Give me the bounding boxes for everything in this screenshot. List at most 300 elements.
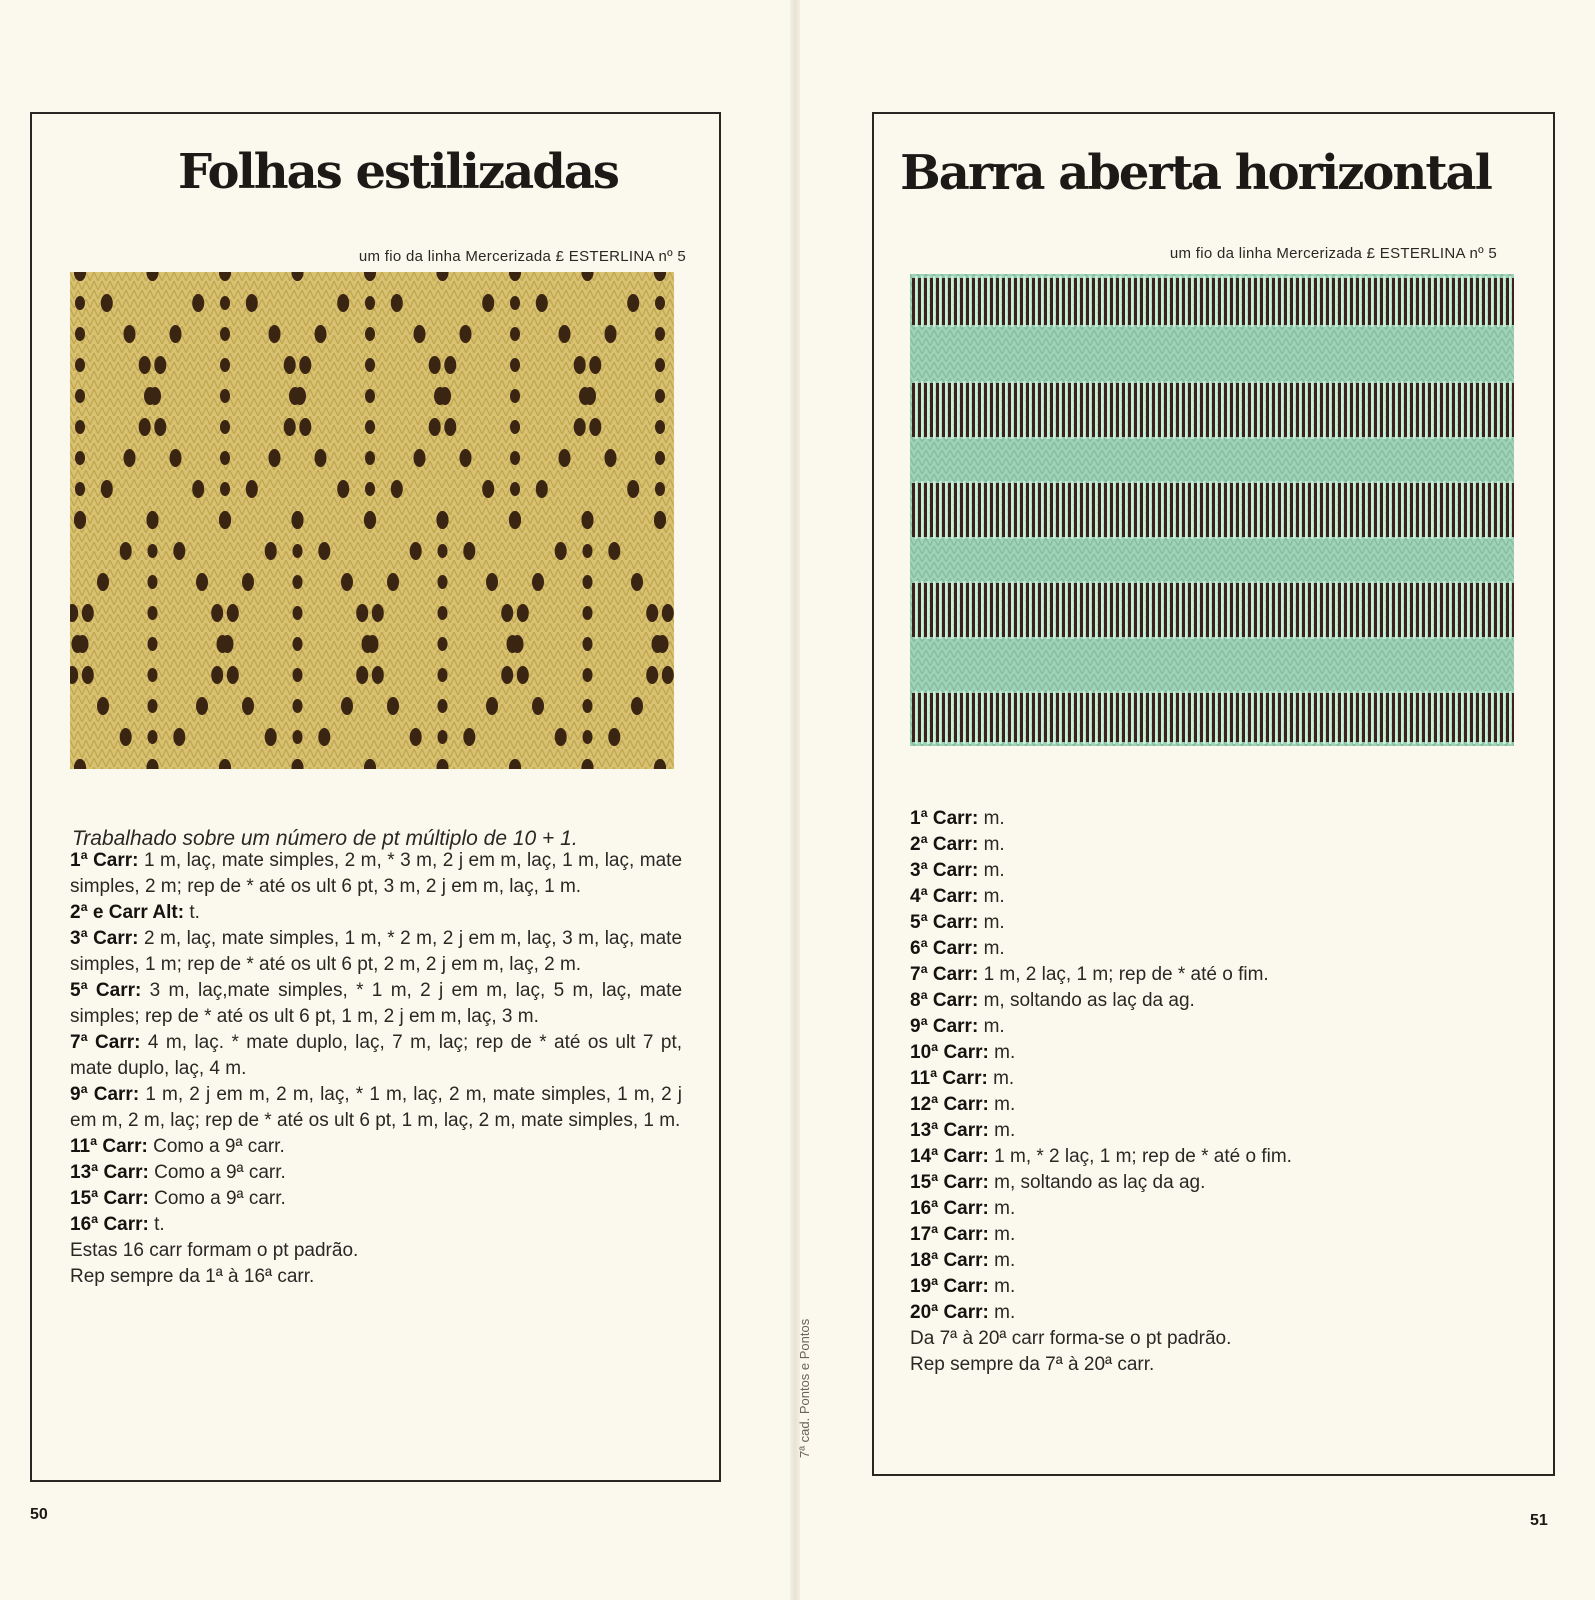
dropped-stitch-gap bbox=[1356, 383, 1359, 437]
pattern-note: Rep sempre da 1ª à 16ª carr. bbox=[70, 1266, 315, 1287]
dropped-stitch-gap bbox=[1104, 383, 1107, 437]
eyelet-hole bbox=[293, 668, 303, 682]
dropped-stitch-gap bbox=[1218, 278, 1221, 325]
dropped-stitch-gap bbox=[1272, 583, 1275, 637]
elongated-stitch bbox=[1317, 481, 1320, 539]
dropped-stitch-gap bbox=[1218, 583, 1221, 637]
dropped-stitch-gap bbox=[1170, 693, 1173, 742]
dropped-stitch-gap bbox=[1092, 583, 1095, 637]
dropped-stitch-gap bbox=[1350, 583, 1353, 637]
elongated-stitch bbox=[939, 481, 942, 539]
elongated-stitch bbox=[1347, 581, 1350, 639]
eyelet-hole bbox=[510, 482, 520, 496]
elongated-stitch bbox=[1311, 481, 1314, 539]
dropped-stitch-gap bbox=[1380, 383, 1383, 437]
dropped-stitch-gap bbox=[996, 583, 999, 637]
dropped-stitch-gap bbox=[1080, 383, 1083, 437]
elongated-stitch bbox=[921, 691, 924, 744]
dropped-stitch-gap bbox=[1194, 483, 1197, 537]
elongated-stitch bbox=[1131, 381, 1134, 439]
eyelet-hole bbox=[75, 420, 85, 434]
elongated-stitch bbox=[1107, 581, 1110, 639]
dropped-stitch-gap bbox=[1386, 278, 1389, 325]
row-label: 5ª Carr: bbox=[70, 980, 142, 1001]
elongated-stitch bbox=[1257, 481, 1260, 539]
dropped-stitch-gap bbox=[1320, 483, 1323, 537]
dropped-stitch-gap bbox=[1266, 278, 1269, 325]
dropped-stitch-gap bbox=[1020, 278, 1023, 325]
elongated-stitch bbox=[1227, 381, 1230, 439]
elongated-stitch bbox=[1215, 691, 1218, 744]
eyelet-hole bbox=[510, 327, 520, 341]
eyelet-hole bbox=[583, 637, 593, 651]
eyelet-hole bbox=[510, 389, 520, 403]
elongated-stitch bbox=[1431, 481, 1434, 539]
elongated-stitch bbox=[1185, 691, 1188, 744]
elongated-stitch bbox=[999, 481, 1002, 539]
row-text: m. bbox=[994, 1120, 1016, 1141]
eyelet-hole bbox=[220, 358, 230, 372]
instruction-row bbox=[910, 1248, 1490, 1274]
dropped-stitch-gap bbox=[1092, 278, 1095, 325]
eyelet-hole bbox=[75, 358, 85, 372]
eyelet-hole bbox=[414, 325, 426, 343]
instruction-row bbox=[910, 884, 1490, 910]
dropped-stitch-gap bbox=[1278, 693, 1281, 742]
dropped-stitch-gap bbox=[1326, 278, 1329, 325]
elongated-stitch bbox=[993, 581, 996, 639]
eyelet-hole bbox=[655, 389, 665, 403]
dropped-stitch-gap bbox=[1374, 278, 1377, 325]
elongated-stitch bbox=[975, 481, 978, 539]
dropped-stitch-gap bbox=[1134, 693, 1137, 742]
elongated-stitch bbox=[975, 276, 978, 327]
elongated-stitch bbox=[1245, 276, 1248, 327]
row-label: 7ª Carr: bbox=[70, 1032, 141, 1053]
elongated-stitch bbox=[1407, 276, 1410, 327]
elongated-stitch bbox=[1377, 381, 1380, 439]
elongated-stitch bbox=[1449, 381, 1452, 439]
elongated-stitch bbox=[1353, 381, 1356, 439]
elongated-stitch bbox=[1161, 276, 1164, 327]
pattern-note: Rep sempre da 7ª à 20ª carr. bbox=[910, 1354, 1155, 1375]
elongated-stitch bbox=[1497, 581, 1500, 639]
dropped-stitch-gap bbox=[1422, 278, 1425, 325]
eyelet-hole bbox=[438, 544, 448, 558]
dropped-stitch-gap bbox=[1512, 693, 1514, 742]
eyelet-hole bbox=[294, 387, 306, 405]
dropped-stitch-gap bbox=[996, 278, 999, 325]
elongated-stitch bbox=[1269, 581, 1272, 639]
elongated-stitch bbox=[1485, 481, 1488, 539]
dropped-stitch-gap bbox=[1326, 483, 1329, 537]
row-text: m. bbox=[993, 1068, 1015, 1089]
elongated-stitch bbox=[1491, 276, 1494, 327]
eyelet-hole bbox=[460, 449, 472, 467]
eyelet-hole bbox=[365, 451, 375, 465]
dropped-stitch-gap bbox=[1014, 583, 1017, 637]
elongated-stitch bbox=[1125, 481, 1128, 539]
dropped-stitch-gap bbox=[1278, 383, 1281, 437]
dropped-stitch-gap bbox=[1188, 278, 1191, 325]
elongated-stitch bbox=[1059, 581, 1062, 639]
elongated-stitch bbox=[1137, 381, 1140, 439]
eyelet-hole bbox=[655, 420, 665, 434]
elongated-stitch bbox=[1473, 381, 1476, 439]
elongated-stitch bbox=[1221, 381, 1224, 439]
row-text: m, soltando as laç da ag. bbox=[994, 1172, 1206, 1193]
dropped-stitch-gap bbox=[1290, 278, 1293, 325]
row-label: 1ª Carr: bbox=[910, 808, 979, 829]
elongated-stitch bbox=[1401, 481, 1404, 539]
elongated-stitch bbox=[1245, 481, 1248, 539]
dropped-stitch-gap bbox=[1296, 278, 1299, 325]
elongated-stitch bbox=[1041, 581, 1044, 639]
eyelet-hole bbox=[219, 511, 231, 529]
elongated-stitch bbox=[1149, 691, 1152, 744]
elongated-stitch bbox=[1197, 691, 1200, 744]
eyelet-hole bbox=[367, 635, 379, 653]
elongated-stitch bbox=[1107, 381, 1110, 439]
elongated-stitch bbox=[1083, 481, 1086, 539]
dropped-stitch-gap bbox=[1482, 583, 1485, 637]
dropped-stitch-gap bbox=[1032, 278, 1035, 325]
elongated-stitch bbox=[1221, 691, 1224, 744]
elongated-stitch bbox=[1035, 381, 1038, 439]
dropped-stitch-gap bbox=[978, 278, 981, 325]
eyelet-hole bbox=[627, 480, 639, 498]
eyelet-hole bbox=[655, 358, 665, 372]
elongated-stitch bbox=[915, 581, 918, 639]
dropped-stitch-gap bbox=[1470, 693, 1473, 742]
dropped-stitch-gap bbox=[1224, 693, 1227, 742]
dropped-stitch-gap bbox=[1146, 278, 1149, 325]
eyelet-hole bbox=[574, 418, 586, 436]
elongated-stitch bbox=[1479, 276, 1482, 327]
dropped-stitch-gap bbox=[1428, 693, 1431, 742]
elongated-stitch bbox=[993, 481, 996, 539]
dropped-stitch-gap bbox=[1146, 583, 1149, 637]
dropped-stitch-gap bbox=[1146, 693, 1149, 742]
eyelet-hole bbox=[438, 637, 448, 651]
elongated-stitch bbox=[1137, 691, 1140, 744]
dropped-stitch-gap bbox=[1260, 383, 1263, 437]
elongated-stitch bbox=[1437, 581, 1440, 639]
elongated-stitch bbox=[1125, 276, 1128, 327]
eyelet-hole bbox=[75, 327, 85, 341]
dropped-stitch-gap bbox=[1050, 693, 1053, 742]
dropped-stitch-gap bbox=[1038, 278, 1041, 325]
elongated-stitch bbox=[927, 276, 930, 327]
dropped-stitch-gap bbox=[1122, 693, 1125, 742]
eyelet-hole bbox=[318, 728, 330, 746]
dropped-stitch-gap bbox=[1434, 693, 1437, 742]
dropped-stitch-gap bbox=[1392, 278, 1395, 325]
elongated-stitch bbox=[1365, 481, 1368, 539]
dropped-stitch-gap bbox=[1104, 583, 1107, 637]
dropped-stitch-gap bbox=[1500, 583, 1503, 637]
dropped-stitch-gap bbox=[1332, 693, 1335, 742]
elongated-stitch bbox=[1431, 381, 1434, 439]
elongated-stitch bbox=[1179, 481, 1182, 539]
dropped-stitch-gap bbox=[1488, 693, 1491, 742]
dropped-stitch-gap bbox=[972, 483, 975, 537]
row-text: m. bbox=[983, 860, 1005, 881]
elongated-stitch bbox=[1071, 381, 1074, 439]
eyelet-hole bbox=[148, 668, 158, 682]
elongated-stitch bbox=[1293, 481, 1296, 539]
eyelet-hole bbox=[211, 666, 223, 684]
dropped-stitch-gap bbox=[1200, 693, 1203, 742]
dropped-stitch-gap bbox=[1212, 483, 1215, 537]
dropped-stitch-gap bbox=[984, 278, 987, 325]
elongated-stitch bbox=[1089, 381, 1092, 439]
instruction-row bbox=[910, 962, 1490, 988]
dropped-stitch-gap bbox=[1248, 483, 1251, 537]
eyelet-hole bbox=[437, 511, 449, 529]
dropped-stitch-gap bbox=[1086, 278, 1089, 325]
dropped-stitch-gap bbox=[1068, 583, 1071, 637]
dropped-stitch-gap bbox=[1032, 483, 1035, 537]
eyelet-hole bbox=[583, 606, 593, 620]
eyelet-hole bbox=[605, 325, 617, 343]
elongated-stitch bbox=[1245, 691, 1248, 744]
dropped-stitch-gap bbox=[1476, 278, 1479, 325]
eyelet-hole bbox=[173, 728, 185, 746]
elongated-stitch bbox=[1509, 581, 1512, 639]
dropped-stitch-gap bbox=[1308, 383, 1311, 437]
dropped-stitch-gap bbox=[1512, 483, 1514, 537]
dropped-stitch-gap bbox=[1260, 693, 1263, 742]
dropped-stitch-gap bbox=[1320, 693, 1323, 742]
elongated-stitch bbox=[1059, 481, 1062, 539]
eyelet-hole bbox=[365, 358, 375, 372]
elongated-stitch bbox=[1047, 581, 1050, 639]
dropped-stitch-gap bbox=[990, 383, 993, 437]
dropped-stitch-gap bbox=[1452, 693, 1455, 742]
elongated-stitch bbox=[1425, 691, 1428, 744]
elongated-stitch bbox=[1095, 481, 1098, 539]
eyelet-hole bbox=[269, 325, 281, 343]
elongated-stitch bbox=[999, 691, 1002, 744]
elongated-stitch bbox=[969, 276, 972, 327]
dropped-stitch-gap bbox=[1158, 483, 1161, 537]
elongated-stitch bbox=[1425, 581, 1428, 639]
eyelet-hole bbox=[220, 389, 230, 403]
elongated-stitch bbox=[1215, 581, 1218, 639]
elongated-stitch bbox=[993, 381, 996, 439]
instruction-row bbox=[910, 832, 1490, 858]
dropped-stitch-gap bbox=[1068, 383, 1071, 437]
dropped-stitch-gap bbox=[1194, 693, 1197, 742]
right-page-title: Barra aberta horizontal bbox=[900, 145, 1491, 201]
elongated-stitch bbox=[1083, 691, 1086, 744]
instruction-row bbox=[910, 1222, 1490, 1248]
dropped-stitch-gap bbox=[1158, 583, 1161, 637]
dropped-stitch-gap bbox=[1248, 583, 1251, 637]
eyelet-hole bbox=[438, 668, 448, 682]
elongated-stitch bbox=[1191, 581, 1194, 639]
row-label: 13ª Carr: bbox=[70, 1162, 149, 1183]
elongated-stitch bbox=[1035, 481, 1038, 539]
elongated-stitch bbox=[1329, 481, 1332, 539]
dropped-stitch-gap bbox=[1152, 383, 1155, 437]
dropped-stitch-gap bbox=[1206, 278, 1209, 325]
dropped-stitch-gap bbox=[1032, 693, 1035, 742]
elongated-stitch bbox=[1197, 581, 1200, 639]
dropped-stitch-gap bbox=[1038, 693, 1041, 742]
dropped-stitch-gap bbox=[1266, 583, 1269, 637]
instruction-row bbox=[910, 806, 1490, 832]
row-label: 16ª Carr: bbox=[910, 1198, 989, 1219]
row-label: 16ª Carr: bbox=[70, 1214, 149, 1235]
eyelet-hole bbox=[242, 697, 254, 715]
elongated-stitch bbox=[1347, 381, 1350, 439]
dropped-stitch-gap bbox=[972, 583, 975, 637]
eyelet-hole bbox=[631, 697, 643, 715]
elongated-stitch bbox=[963, 691, 966, 744]
eyelet-hole bbox=[512, 635, 524, 653]
eyelet-hole bbox=[410, 728, 422, 746]
row-label: 15ª Carr: bbox=[70, 1188, 149, 1209]
dropped-stitch-gap bbox=[1218, 693, 1221, 742]
dropped-stitch-gap bbox=[1212, 693, 1215, 742]
elongated-stitch bbox=[933, 276, 936, 327]
elongated-stitch bbox=[1023, 381, 1026, 439]
eyelet-hole bbox=[501, 604, 513, 622]
dropped-stitch-gap bbox=[1290, 583, 1293, 637]
elongated-stitch bbox=[1155, 481, 1158, 539]
dropped-stitch-gap bbox=[1416, 583, 1419, 637]
elongated-stitch bbox=[1233, 276, 1236, 327]
elongated-stitch bbox=[1245, 581, 1248, 639]
dropped-stitch-gap bbox=[1260, 278, 1263, 325]
elongated-stitch bbox=[1479, 481, 1482, 539]
dropped-stitch-gap bbox=[1236, 693, 1239, 742]
elongated-stitch bbox=[1173, 481, 1176, 539]
elongated-stitch bbox=[1395, 481, 1398, 539]
elongated-stitch bbox=[1041, 691, 1044, 744]
elongated-stitch bbox=[1017, 276, 1020, 327]
dropped-stitch-gap bbox=[1110, 583, 1113, 637]
elongated-stitch bbox=[981, 481, 984, 539]
dropped-stitch-gap bbox=[1350, 483, 1353, 537]
dropped-stitch-gap bbox=[1374, 383, 1377, 437]
elongated-stitch bbox=[1503, 276, 1506, 327]
elongated-stitch bbox=[1029, 481, 1032, 539]
elongated-stitch bbox=[933, 381, 936, 439]
dropped-stitch-gap bbox=[1368, 693, 1371, 742]
row-label: 17ª Carr: bbox=[910, 1224, 989, 1245]
elongated-stitch bbox=[1269, 691, 1272, 744]
elongated-stitch bbox=[1341, 276, 1344, 327]
dropped-stitch-gap bbox=[1344, 693, 1347, 742]
dropped-stitch-gap bbox=[1092, 693, 1095, 742]
elongated-stitch bbox=[1011, 481, 1014, 539]
dropped-stitch-gap bbox=[1008, 278, 1011, 325]
eyelet-hole bbox=[438, 699, 448, 713]
instruction-row bbox=[70, 1212, 682, 1238]
dropped-stitch-gap bbox=[1062, 693, 1065, 742]
elongated-stitch bbox=[981, 581, 984, 639]
dropped-stitch-gap bbox=[978, 693, 981, 742]
dropped-stitch-gap bbox=[1338, 383, 1341, 437]
elongated-stitch bbox=[1179, 276, 1182, 327]
instruction-row bbox=[70, 1134, 682, 1160]
elongated-stitch bbox=[1239, 581, 1242, 639]
left-page-yarn-credit: um fio da linha Mercerizada £ ESTERLINA nº 5 bbox=[358, 248, 686, 265]
dropped-stitch-gap bbox=[1212, 383, 1215, 437]
dropped-stitch-gap bbox=[954, 383, 957, 437]
dropped-stitch-gap bbox=[1506, 583, 1509, 637]
row-text: m, soltando as laç da ag. bbox=[983, 990, 1195, 1011]
elongated-stitch bbox=[1479, 381, 1482, 439]
dropped-stitch-gap bbox=[1026, 483, 1029, 537]
dropped-stitch-gap bbox=[1098, 483, 1101, 537]
elongated-stitch bbox=[1293, 581, 1296, 639]
eyelet-hole bbox=[662, 666, 674, 684]
eyelet-hole bbox=[220, 482, 230, 496]
elongated-stitch bbox=[1131, 691, 1134, 744]
dropped-stitch-gap bbox=[1212, 278, 1215, 325]
right-page bbox=[796, 0, 1595, 1600]
eyelet-hole bbox=[662, 604, 674, 622]
elongated-stitch bbox=[1377, 481, 1380, 539]
eyelet-hole bbox=[438, 575, 448, 589]
dropped-stitch-gap bbox=[1194, 583, 1197, 637]
dropped-stitch-gap bbox=[1284, 383, 1287, 437]
dropped-stitch-gap bbox=[1080, 278, 1083, 325]
elongated-stitch bbox=[1011, 691, 1014, 744]
elongated-stitch bbox=[1281, 581, 1284, 639]
elongated-stitch bbox=[1389, 691, 1392, 744]
eyelet-hole bbox=[583, 699, 593, 713]
elongated-stitch bbox=[1173, 381, 1176, 439]
dropped-stitch-gap bbox=[1302, 483, 1305, 537]
dropped-stitch-gap bbox=[1506, 278, 1509, 325]
row-label: 1ª Carr: bbox=[70, 850, 139, 871]
dropped-stitch-gap bbox=[1410, 583, 1413, 637]
elongated-stitch bbox=[933, 481, 936, 539]
eyelet-hole bbox=[510, 358, 520, 372]
eyelet-hole bbox=[74, 511, 86, 529]
elongated-stitch bbox=[1479, 691, 1482, 744]
eyelet-hole bbox=[555, 728, 567, 746]
dropped-stitch-gap bbox=[1140, 693, 1143, 742]
elongated-stitch bbox=[1017, 481, 1020, 539]
instruction-row bbox=[910, 1274, 1490, 1300]
elongated-stitch bbox=[1455, 481, 1458, 539]
dropped-stitch-gap bbox=[1404, 583, 1407, 637]
row-text: m. bbox=[994, 1094, 1016, 1115]
dropped-stitch-gap bbox=[1086, 383, 1089, 437]
dropped-stitch-gap bbox=[1086, 693, 1089, 742]
dropped-stitch-gap bbox=[1476, 583, 1479, 637]
eyelet-hole bbox=[154, 356, 166, 374]
instruction-row bbox=[70, 926, 682, 978]
elongated-stitch bbox=[927, 691, 930, 744]
dropped-stitch-gap bbox=[1224, 583, 1227, 637]
elongated-stitch bbox=[1407, 581, 1410, 639]
elongated-stitch bbox=[1113, 381, 1116, 439]
row-label: 3ª Carr: bbox=[910, 860, 979, 881]
elongated-stitch bbox=[1443, 276, 1446, 327]
dropped-stitch-gap bbox=[1308, 693, 1311, 742]
elongated-stitch bbox=[921, 381, 924, 439]
dropped-stitch-gap bbox=[1302, 693, 1305, 742]
elongated-stitch bbox=[1323, 581, 1326, 639]
dropped-stitch-gap bbox=[1338, 583, 1341, 637]
